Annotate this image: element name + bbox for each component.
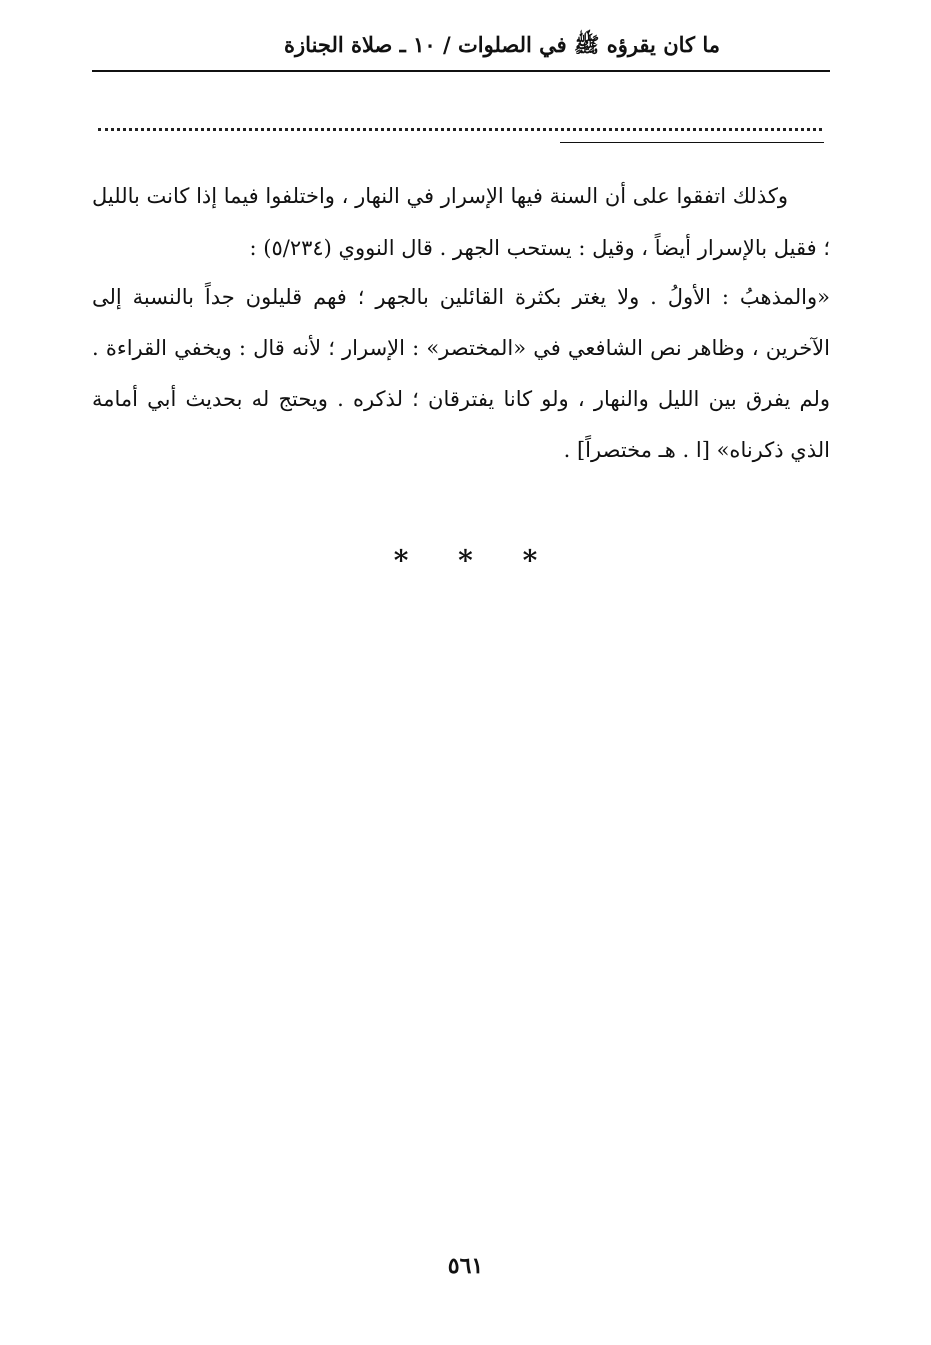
running-head-title: ما كان يقرؤه ﷺ في الصلوات / ١٠ ـ صلاة الجنازة	[284, 32, 720, 57]
star-2: *	[458, 544, 473, 577]
dotted-separator	[98, 128, 822, 131]
footnote-rule	[560, 142, 824, 143]
star-3: *	[522, 544, 538, 577]
header-rule	[92, 70, 830, 72]
page-number: ٥٦١	[447, 1253, 484, 1279]
paragraph-2-quote: «والمذهبُ : الأولُ . ولا يغتر بكثرة القائلين بالجهر ؛ فهم قليلون جداً بالنسبة إلى الآخرين ، وظاهر نص الشافعي في «المختصر» : الإسرار ؛ لأنه قال : ويخفي القراءة . ولم يفرق بين الليل والنهار ، ولو كانا يفترقان ؛ لذكره . ويحتج له بحديث أبي أمامة الذي ذكرناه» [ا . هـ مختصراً] .	[92, 285, 830, 462]
section-separator-stars	[0, 544, 931, 577]
star-1: *	[393, 544, 409, 577]
paragraph-1: وكذلك اتفقوا على أن السنة فيها الإسرار في النهار ، واختلفوا فيما إذا كانت بالليل ؛ فقيل بالإسرار أيضاً ، وقيل : يستحب الجهر . قال النووي (٥/٢٣٤) :	[92, 184, 830, 260]
